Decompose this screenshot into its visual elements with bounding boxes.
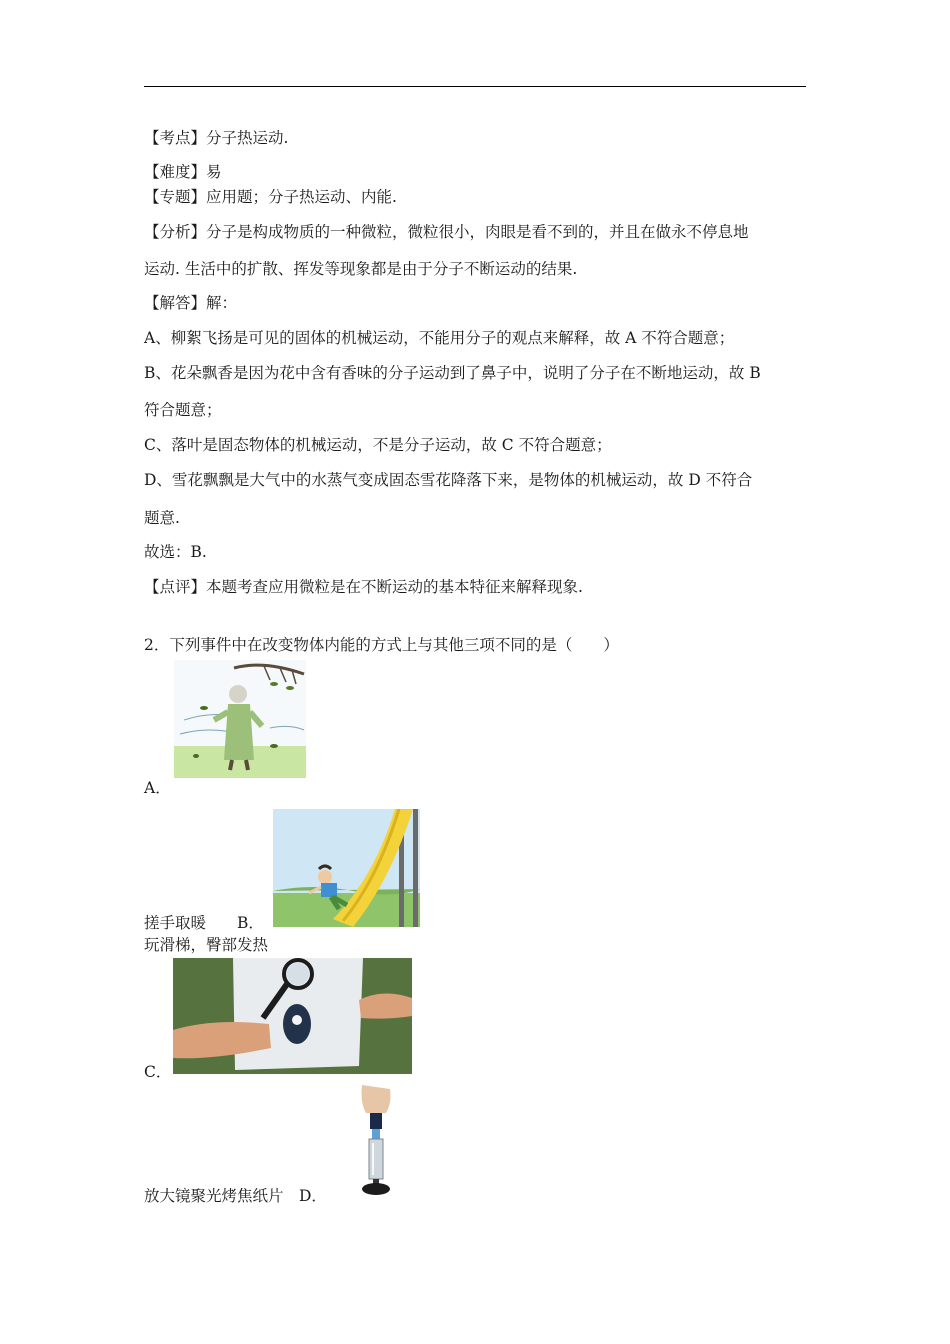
option-c-picture [173, 958, 412, 1074]
header-rule [144, 86, 806, 87]
solution-heading: 【解答】解： [144, 294, 238, 312]
solution-option-b-line-1: B、花朵飘香是因为花中含有香味的分子运动到了鼻子中，说明了分子在不断地运动，故 B [144, 364, 761, 382]
analysis-line-1: 【分析】分子是构成物质的一种微粒，微粒很小，肉眼是看不到的，并且在做永不停息地 [144, 223, 749, 241]
option-a-caption-and-b-letter: 搓手取暖 B． [144, 914, 264, 932]
difficulty-line: 【难度】易 [144, 163, 222, 181]
topic-line: 【专题】应用题；分子热运动、内能. [144, 188, 397, 206]
solution-option-b-line-2: 符合题意； [144, 401, 222, 419]
option-c-caption-and-d-letter: 放大镜聚光烤焦纸片 D． [144, 1187, 327, 1205]
solution-option-d-line-2: 题意. [144, 509, 180, 527]
option-b-caption: 玩滑梯，臀部发热 [144, 936, 269, 954]
option-c-letter: C． [144, 1063, 172, 1081]
solution-option-a: A、柳絮飞扬是可见的固体的机械运动，不能用分子的观点来解释，故 A 不符合题意； [144, 329, 735, 347]
comment-line: 【点评】本题考查应用微粒是在不断运动的基本特征来解释现象. [144, 578, 583, 596]
question-2-stem: 2．下列事件中在改变物体内能的方式上与其他三项不同的是（ ） [144, 636, 619, 654]
option-b-picture [273, 809, 420, 927]
solution-option-d-line-1: D、雪花飘飘是大气中的水蒸气变成固态雪花降落下来，是物体的机械运动，故 D 不符合 [144, 471, 753, 489]
option-a-picture [174, 660, 306, 778]
option-d-picture [340, 1083, 410, 1201]
answer-line: 故选：B. [144, 543, 207, 561]
analysis-line-2: 运动. 生活中的扩散、挥发等现象都是由于分子不断运动的结果. [144, 260, 578, 278]
solution-option-c: C、落叶是固态物体的机械运动，不是分子运动，故 C 不符合题意； [144, 436, 612, 454]
kaodian-line: 【考点】分子热运动. [144, 129, 289, 147]
option-a-letter: A． [144, 779, 171, 797]
